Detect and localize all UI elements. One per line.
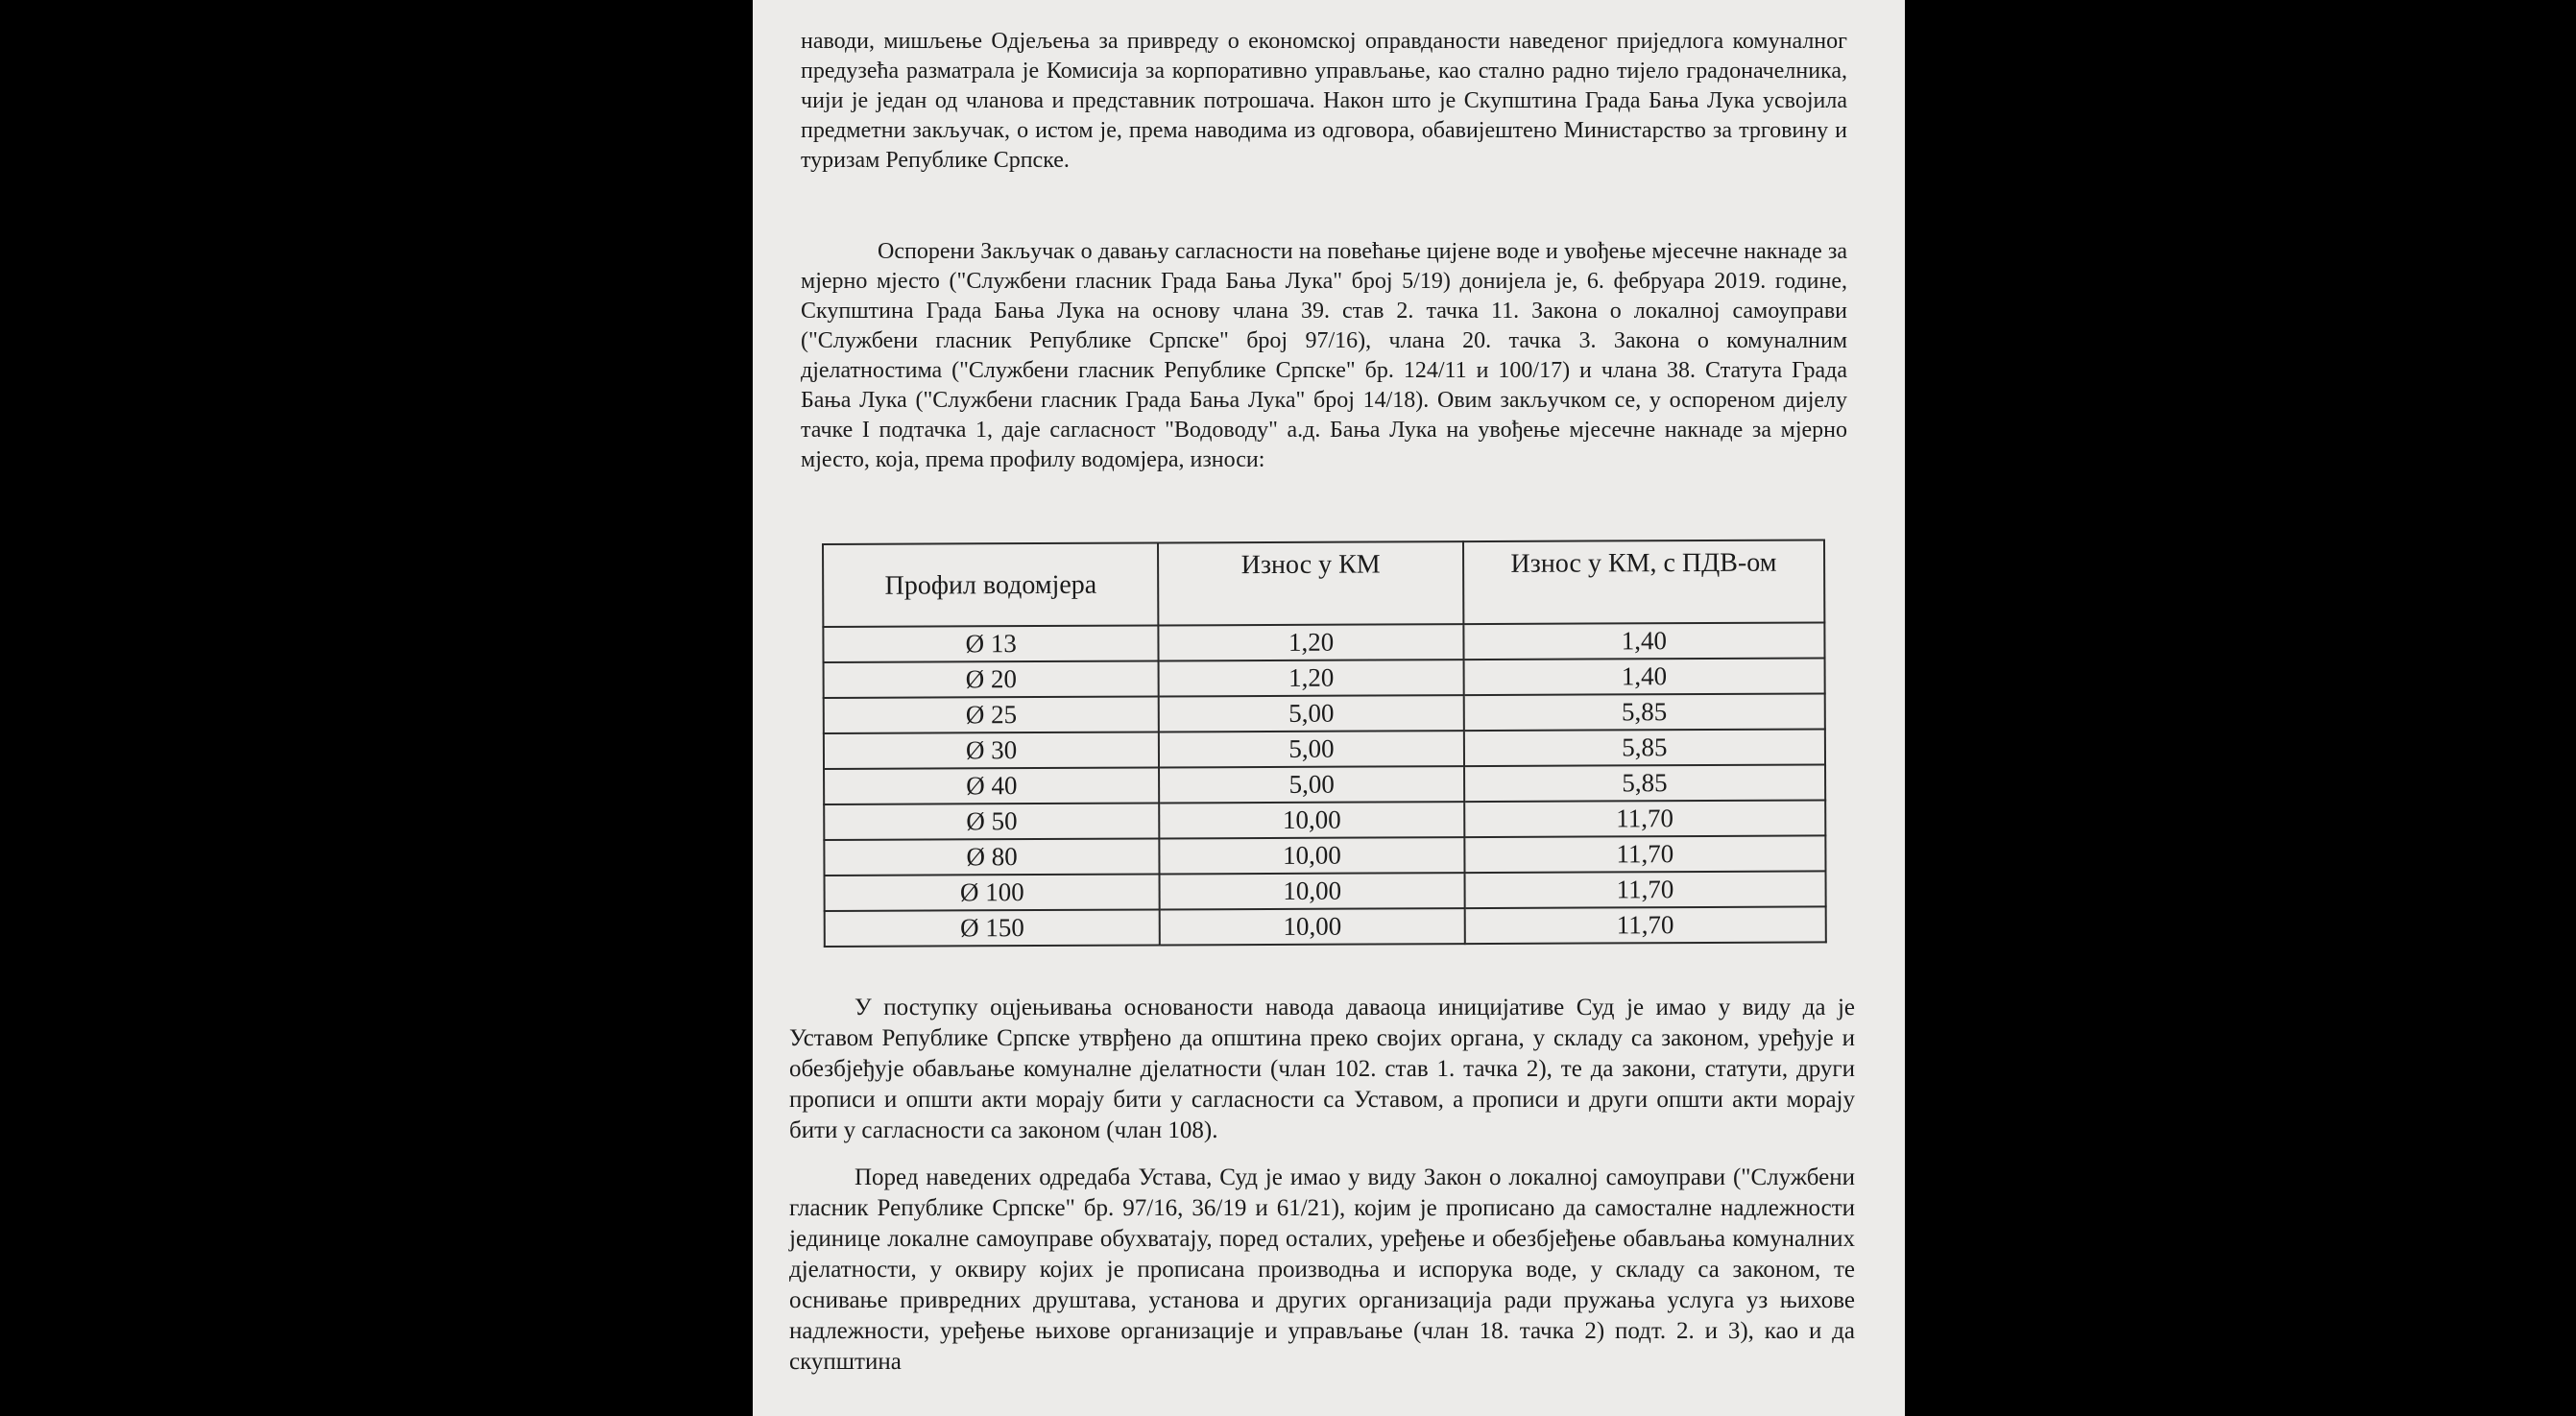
paragraph-text: Оспорени Закључак о давању сагласности на повећање цијене воде и увођење мјесечне накнаде за мјерно мјесто ("Службени гласник Града Бања Лука" број 5/19) донијела је, 6. фебруара 2019. године, Скупштина Града Бања Лука на основу члана 39. став 2. тачка 11. Закона о локалној самоуправи ("Службени гласник Републике Српске" број 97/16), члана 20. тачка 3. Закона о комуналним дјелатностима ("Службени гласник Републике Српске" бр. 124/11 и 100/17) и члана 38. Статута Града Бања Лука ("Службени гласник Града Бања Лука" број 14/18). Овим закључком се, у оспореном дијелу тачке I подтачка 1, даје сагласност "Водоводу" а.д. Бања Лука на увођење мјесечне накнаде за мјерно мјесто, која, према профилу водомјера, износи: (801, 239, 1847, 472)
cell-amount-km-vat: 11,70 (1464, 906, 1825, 944)
cell-meter-profile: Ø 20 (824, 660, 1160, 698)
paragraph-text: Поред наведених одредаба Устава, Суд је имао у виду Закон о локалној самоуправи ("Службени гласник Републике Српске" бр. 97/16, 36/19 и 61/21), којим је прописано да самосталне надлежности јединице локалне самоуправе обухватају, поред осталих, уређење и обезбјеђење обављања комуналних дјелатности, у оквиру којих је прописана производња и испорука воде, у складу са законом, те оснивање привредних друштава, установа и других организација ради пружања услуга уз њихове надлежности, уређење њихове организације и управљање (члан 18. тачка 2) подт. 2. и 3), као и да скупштина (789, 1164, 1855, 1375)
cell-amount-km: 10,00 (1160, 837, 1465, 874)
table-row (825, 906, 1826, 947)
cell-amount-km: 10,00 (1160, 908, 1465, 945)
cell-meter-profile: Ø 30 (824, 732, 1160, 769)
cell-amount-km-vat: 5,85 (1464, 729, 1825, 766)
document-page (753, 0, 1905, 1416)
paragraph-court-assessment (789, 993, 1855, 1146)
paragraph-contested-conclusion (801, 237, 1847, 475)
header-amount-km-vat: Износ у КМ, с ПДВ-ом (1463, 540, 1825, 624)
table-row (824, 764, 1825, 804)
cell-amount-km: 10,00 (1160, 873, 1465, 909)
cell-meter-profile: Ø 80 (824, 838, 1160, 876)
table-row (824, 658, 1825, 698)
table-row (824, 729, 1825, 769)
table-row (824, 800, 1825, 840)
cell-meter-profile: Ø 150 (825, 909, 1161, 947)
cell-amount-km: 1,20 (1159, 624, 1464, 660)
cell-amount-km: 1,20 (1159, 660, 1464, 696)
cell-meter-profile: Ø 100 (825, 874, 1161, 911)
paragraph-local-self-government (789, 1163, 1855, 1378)
cell-amount-km: 5,00 (1159, 695, 1464, 732)
table-row (825, 871, 1826, 911)
cell-amount-km: 5,00 (1159, 731, 1464, 767)
paragraph-text: У поступку оцјењивања основаности навода даваоца иницијативе Суд је имао у виду да је Уставом Републике Српске утврђено да општина преко својих органа, у складу са законом, уређује и обезбјеђује обављање комуналне дјелатности (члан 102. став 1. тачка 2), те да закони, статути, други прописи и општи акти морају бити у сагласности са Уставом, а прописи и други општи акти морају бити у сагласности са законом (члан 108). (789, 995, 1855, 1143)
header-amount-km: Износ у КМ (1158, 541, 1463, 625)
table-row (823, 622, 1824, 662)
cell-amount-km-vat: 5,85 (1463, 693, 1824, 731)
paragraph-commission-review (801, 27, 1847, 176)
cell-amount-km-vat: 11,70 (1464, 871, 1825, 908)
cell-amount-km: 10,00 (1160, 802, 1465, 838)
paragraph-text: наводи, мишљење Одјељења за привреду о економској оправданости наведеног приједлога комуналног предузећа разматрала је Комисија за корпоративно управљање, као стално радно тијело градоначелника, чији је један од чланова и представник потрошача. Након што је Скупштина Града Бања Лука усвојила предметни закључак, о истом је, према наводима из одговора, обавијештено Министарство за трговину и туризам Републике Српске. (801, 29, 1847, 173)
cell-amount-km-vat: 11,70 (1464, 835, 1825, 873)
cell-amount-km-vat: 5,85 (1464, 764, 1825, 802)
cell-amount-km: 5,00 (1159, 766, 1464, 803)
table-row (824, 693, 1825, 733)
cell-meter-profile: Ø 13 (823, 625, 1159, 662)
cell-amount-km-vat: 11,70 (1464, 800, 1825, 837)
cell-amount-km-vat: 1,40 (1463, 622, 1824, 660)
cell-meter-profile: Ø 50 (824, 803, 1160, 840)
header-meter-profile: Профил водомјера (823, 542, 1159, 627)
table-header-row (823, 540, 1824, 627)
cell-amount-km-vat: 1,40 (1463, 658, 1824, 695)
meter-fee-table (822, 539, 1827, 948)
table-row (824, 835, 1825, 876)
cell-meter-profile: Ø 40 (824, 767, 1160, 804)
cell-meter-profile: Ø 25 (824, 696, 1160, 733)
